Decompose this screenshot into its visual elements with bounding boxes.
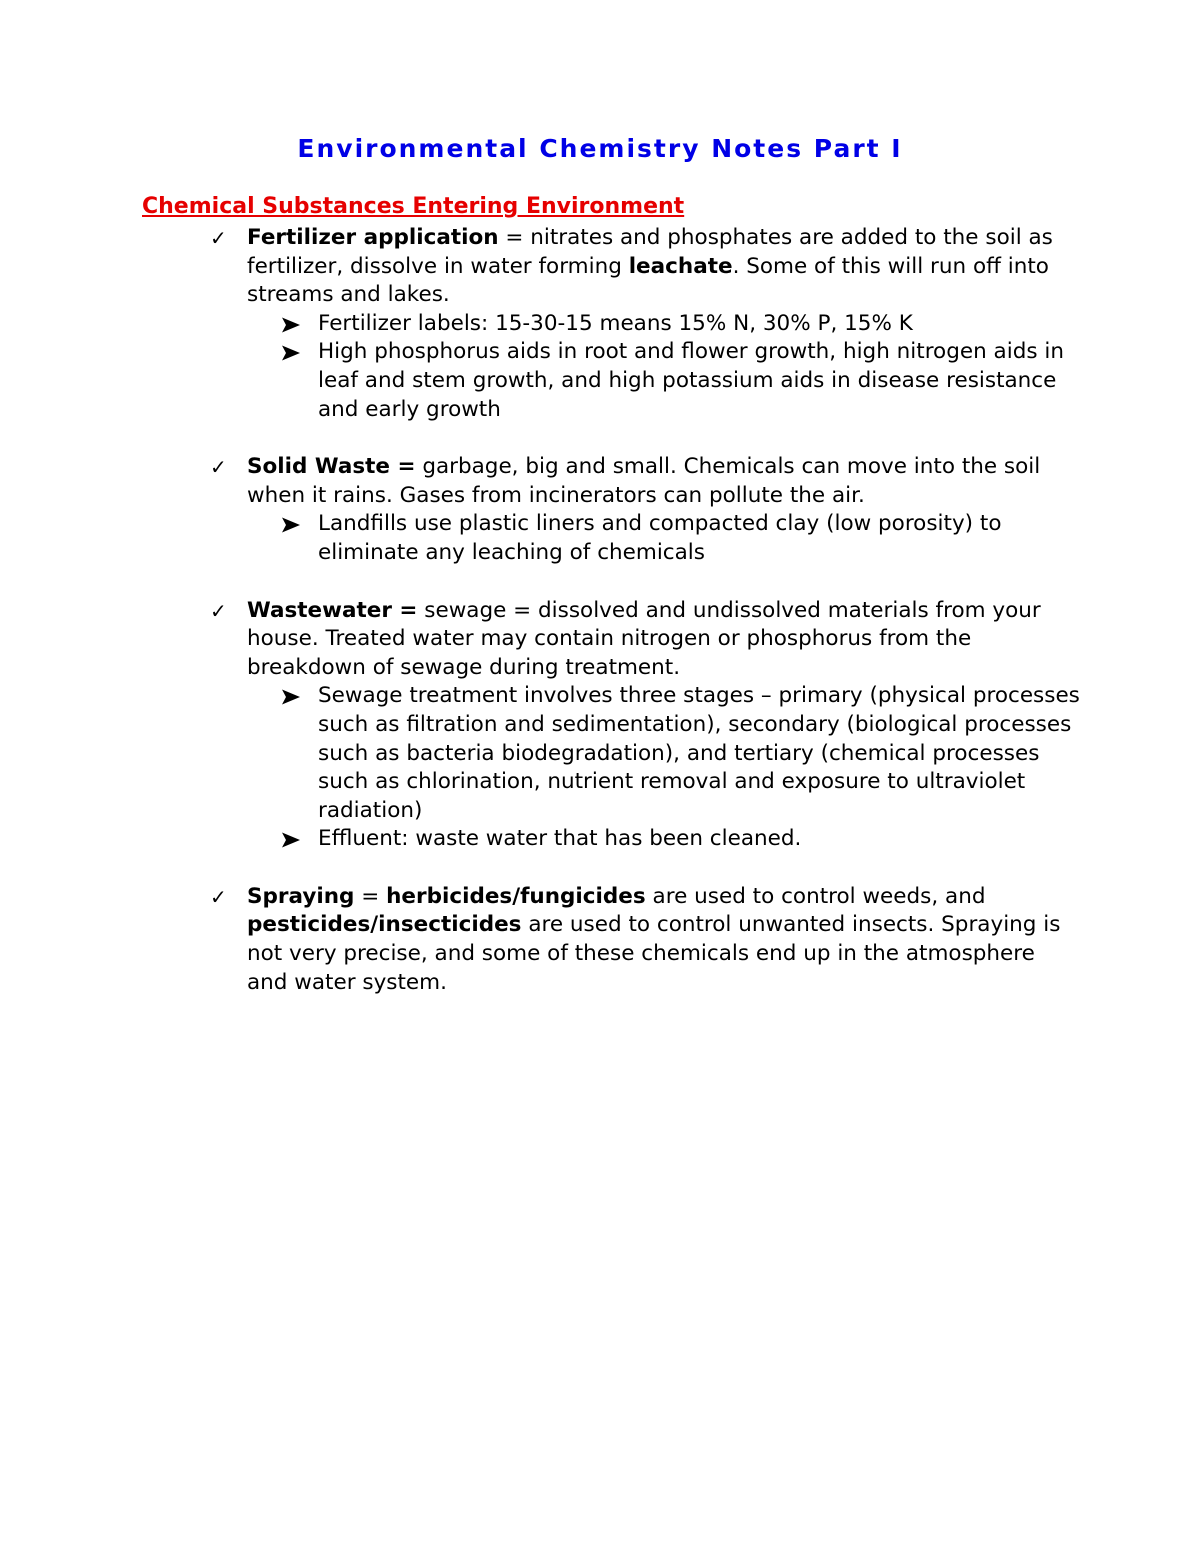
item-text: sewage = dissolved and undissolved materials from your house. Treated water may contain nitrogen or phosphorus from the breakdown of sewage during treatment.: [247, 597, 1041, 680]
arrow-bullet-icon: [281, 682, 301, 705]
sub-list-item: [281, 310, 1080, 339]
item-text: are used to control unwanted insects. Spraying is not very precise, and some of these chemicals end up in the atmosphere and water system.: [247, 912, 1061, 995]
section-heading: Chemical Substances Entering Environment: [142, 194, 685, 219]
item-text: . Some of this will run off into streams and lakes.: [247, 253, 1049, 308]
arrow-bullet-icon: [281, 510, 301, 533]
checkmark-icon: ✓: [210, 455, 227, 480]
term-label: leachate: [628, 253, 733, 279]
list-item-wastewater: [210, 597, 1080, 854]
sub-list-item: [281, 510, 1080, 567]
list-item-fertilizer: [210, 224, 1080, 424]
sub-list: [247, 682, 1080, 854]
item-text: =: [354, 883, 387, 909]
topic-list: [210, 224, 1080, 1026]
arrow-bullet-icon: [281, 825, 301, 848]
arrow-bullet-icon: [281, 338, 301, 361]
sub-item-text: Landfills use plastic liners and compacted clay (low porosity) to eliminate any leaching of chemicals: [318, 511, 1002, 565]
list-item-solid-waste: [210, 453, 1080, 567]
sub-item-text: Fertilizer labels: 15-30-15 means 15% N, 30% P, 15% K: [318, 310, 913, 336]
sub-item-text: Sewage treatment involves three stages – primary (physical processes such as filtration and sedimentation), secondary (biological processes such as bacteria biodegradation), and tertiary (chemical processes such as chlorination, nutrient removal and exposure to ultraviolet radiation): [318, 683, 1080, 823]
sub-list-item: [281, 825, 1080, 854]
checkmark-icon: ✓: [210, 884, 227, 909]
sub-list-item: [281, 338, 1080, 424]
term-label: herbicides/fungicides: [386, 883, 646, 909]
term-label: Fertilizer application: [247, 225, 499, 250]
list-item-spraying: [210, 883, 1080, 997]
term-label: Wastewater =: [247, 597, 418, 623]
arrow-bullet-icon: [281, 310, 301, 333]
term-label: Solid Waste =: [247, 454, 416, 480]
checkmark-icon: ✓: [210, 226, 227, 250]
term-label: Spraying: [247, 883, 355, 909]
sub-list-item: [281, 682, 1080, 825]
item-text: = nitrates and phosphates are added to the soil as fertilizer, dissolve in water forming: [247, 225, 1053, 279]
sub-item-text: High phosphorus aids in root and flower growth, high nitrogen aids in leaf and stem growth, and high potassium aids in disease resistance and early growth: [318, 339, 1064, 422]
checkmark-icon: ✓: [210, 598, 227, 623]
item-text: are used to control weeds, and: [645, 883, 986, 909]
page-title: Environmental Chemistry Notes Part I: [297, 134, 903, 163]
item-text: garbage, big and small. Chemicals can move into the soil when it rains. Gases from incinerators can pollute the air.: [247, 454, 1041, 508]
sub-list: [247, 510, 1080, 567]
term-label: pesticides/insecticides: [247, 912, 522, 938]
sub-list: [247, 310, 1080, 424]
sub-item-text: Effluent: waste water that has been cleaned.: [318, 826, 802, 852]
